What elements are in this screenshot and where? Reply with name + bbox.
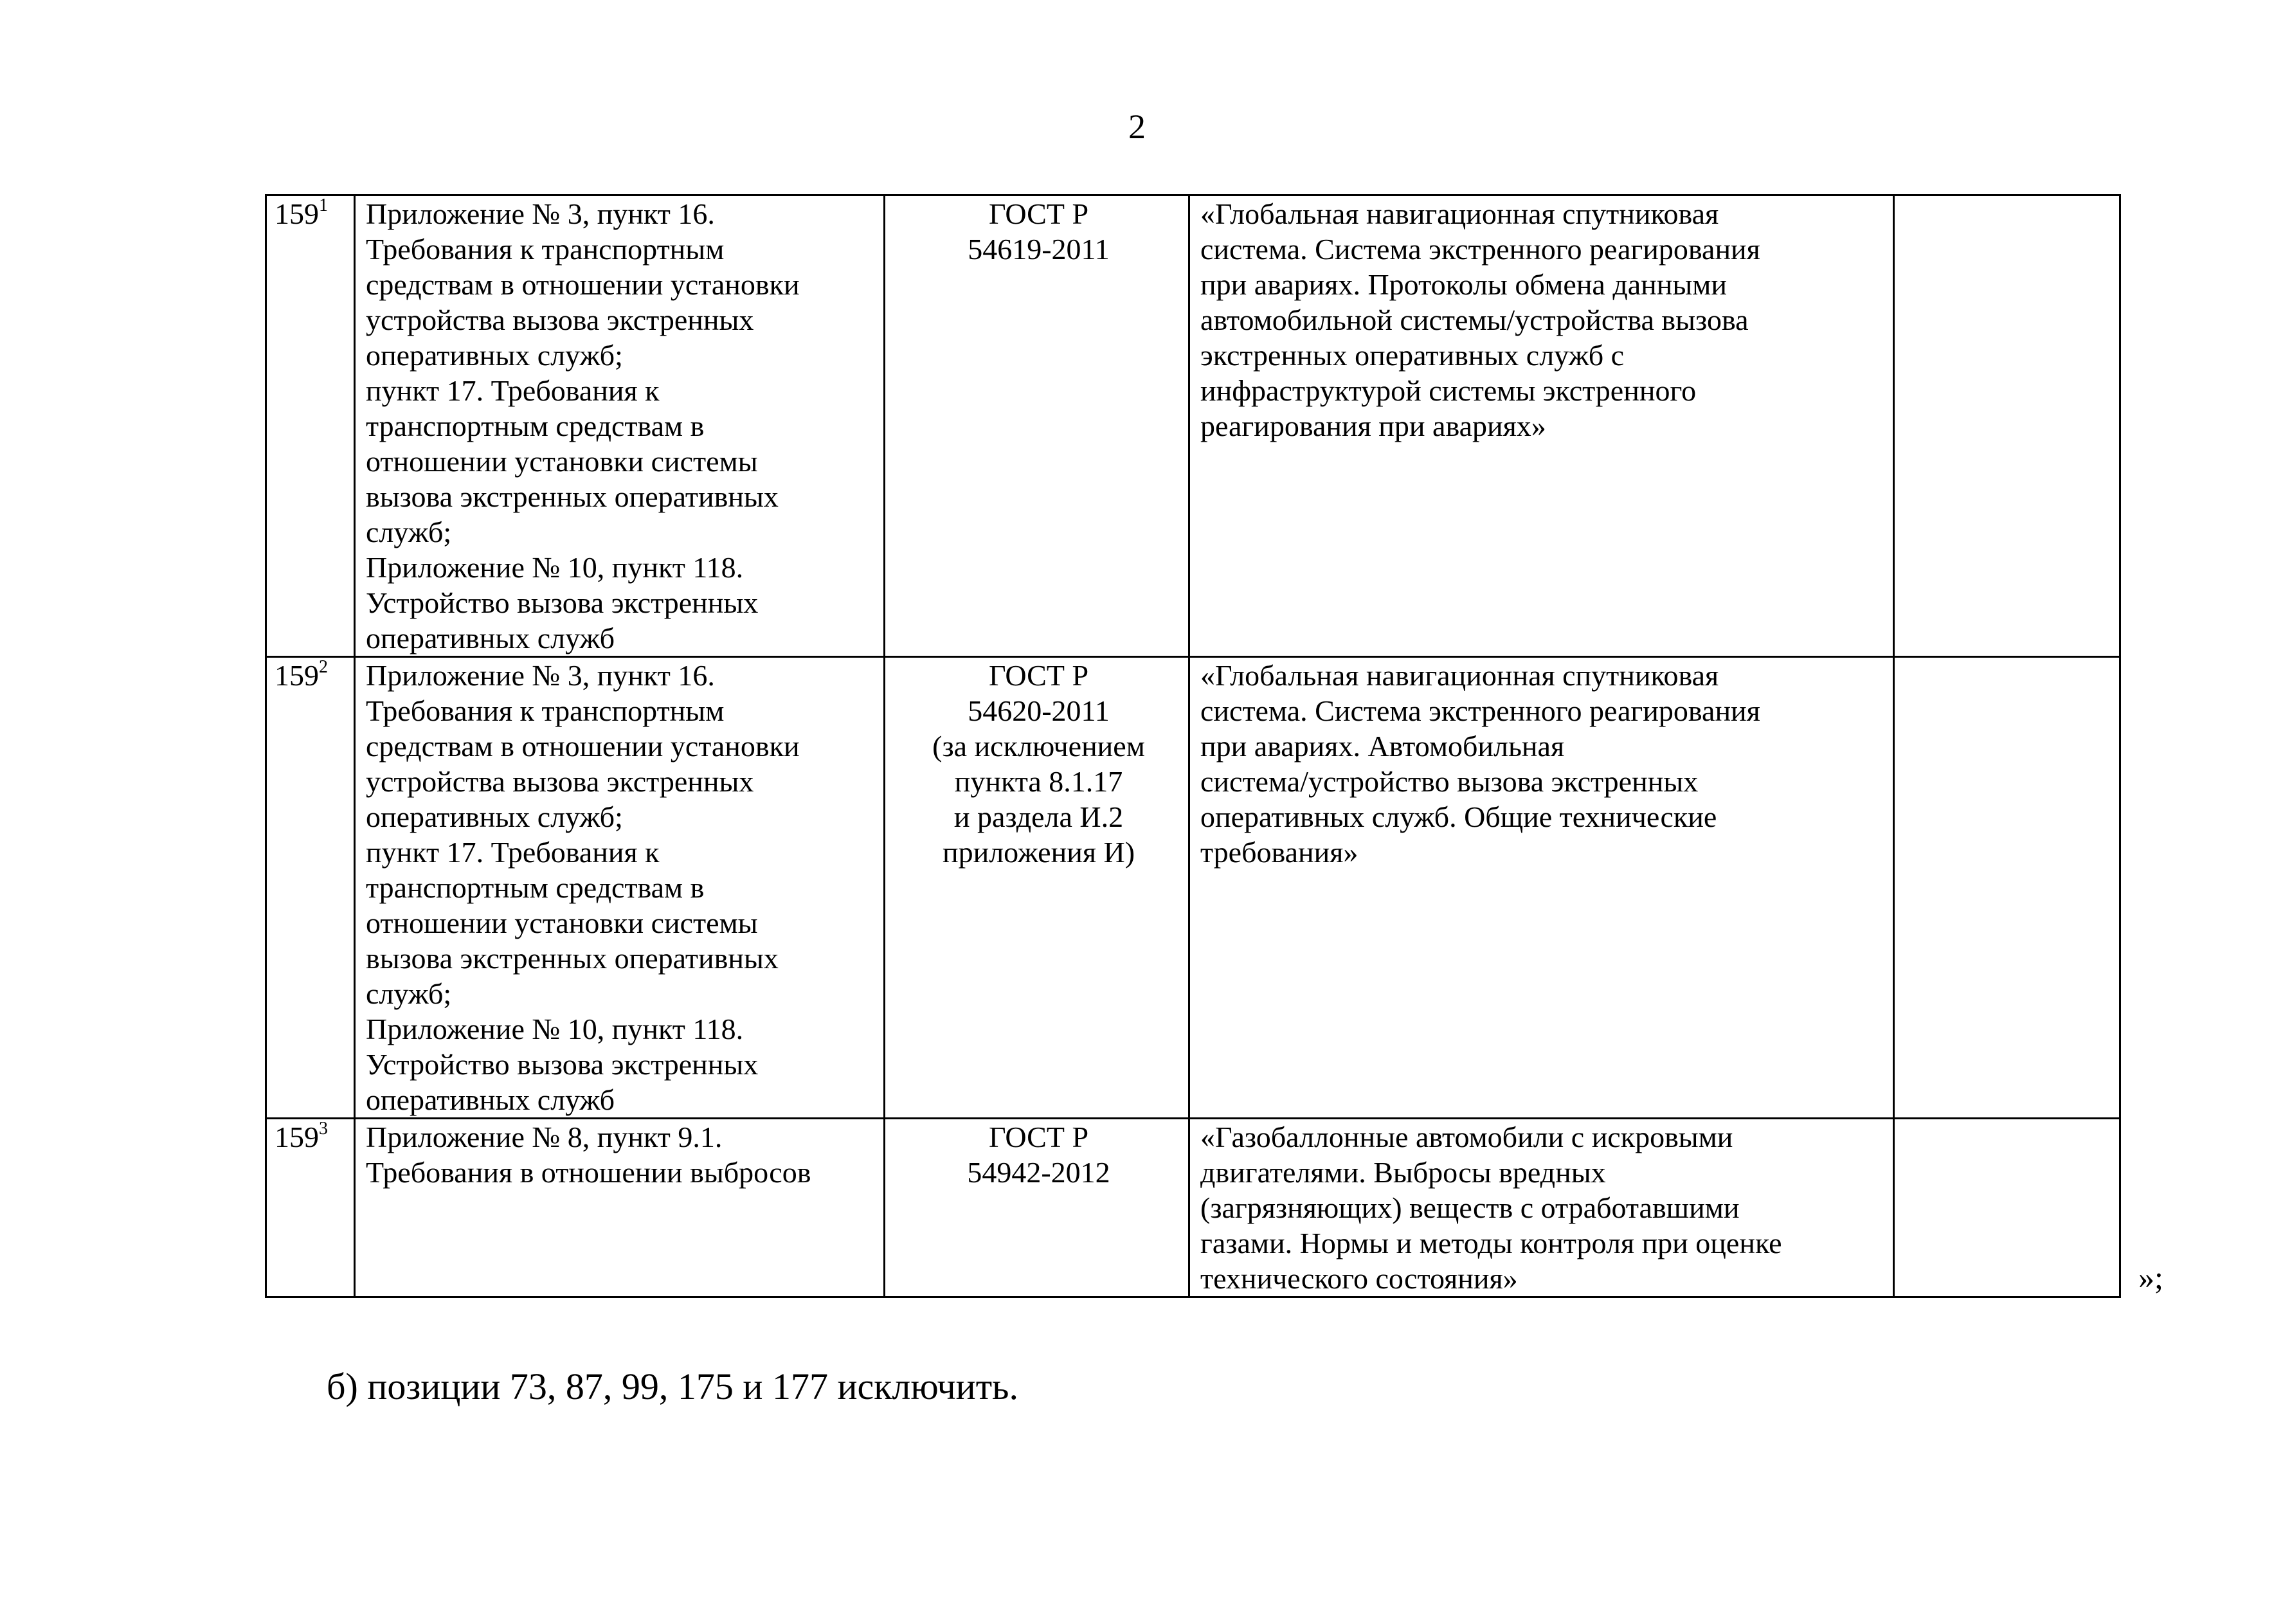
row-number-cell bbox=[266, 1119, 355, 1297]
standard-cell: ГОСТ Р 54620-2011 (за исключением пункта 8.1.17 и раздела И.2 приложения И) bbox=[885, 657, 1189, 1119]
exclusion-paragraph: б) позиции 73, 87, 99, 175 и 177 исключить. bbox=[327, 1366, 1019, 1407]
row-number-cell bbox=[266, 657, 355, 1119]
closing-quote-mark: »; bbox=[2138, 1259, 2163, 1295]
row-number-superscript: 2 bbox=[319, 657, 328, 677]
table-row bbox=[266, 657, 2120, 1119]
requirements-cell: Приложение № 3, пункт 16. Требования к транспортным средствам в отношении установки устройства вызова экстренных оперативных служб; пункт 17. Требования к транспортным средствам в отношении установки системы вызова экстренных оперативных служб; Приложение № 10, пункт 118. Устройство вызова экстренных оперативных служб bbox=[355, 195, 885, 657]
row-number: 159 bbox=[275, 659, 319, 692]
requirements-cell: Приложение № 8, пункт 9.1. Требования в отношении выбросов bbox=[355, 1119, 885, 1297]
row-number-superscript: 1 bbox=[319, 195, 328, 215]
standard-title-cell: «Газобаллонные автомобили с искровыми двигателями. Выбросы вредных (загрязняющих) веществ с отработавшими газами. Нормы и методы контроля при оценке технического состояния» bbox=[1189, 1119, 1894, 1297]
note-cell bbox=[1894, 1119, 2120, 1297]
table-row bbox=[266, 1119, 2120, 1297]
row-number: 159 bbox=[275, 197, 319, 230]
row-number-cell bbox=[266, 195, 355, 657]
row-number: 159 bbox=[275, 1121, 319, 1153]
row-number-superscript: 3 bbox=[319, 1119, 328, 1139]
note-cell bbox=[1894, 195, 2120, 657]
standard-cell: ГОСТ Р 54619-2011 bbox=[885, 195, 1189, 657]
page-number: 2 bbox=[1128, 107, 1146, 146]
table-row bbox=[266, 195, 2120, 657]
standard-cell: ГОСТ Р 54942-2012 bbox=[885, 1119, 1189, 1297]
standard-title-cell: «Глобальная навигационная спутниковая система. Система экстренного реагирования при авариях. Протоколы обмена данными автомобильной системы/устройства вызова экстренных оперативных служб с инфраструктурой системы экстренного реагирования при авариях» bbox=[1189, 195, 1894, 657]
positions-table bbox=[265, 194, 2121, 1298]
note-cell bbox=[1894, 657, 2120, 1119]
requirements-cell: Приложение № 3, пункт 16. Требования к транспортным средствам в отношении установки устройства вызова экстренных оперативных служб; пункт 17. Требования к транспортным средствам в отношении установки системы вызова экстренных оперативных служб; Приложение № 10, пункт 118. Устройство вызова экстренных оперативных служб bbox=[355, 657, 885, 1119]
standard-title-cell: «Глобальная навигационная спутниковая система. Система экстренного реагирования при авариях. Автомобильная система/устройство вызова экстренных оперативных служб. Общие технические требования» bbox=[1189, 657, 1894, 1119]
